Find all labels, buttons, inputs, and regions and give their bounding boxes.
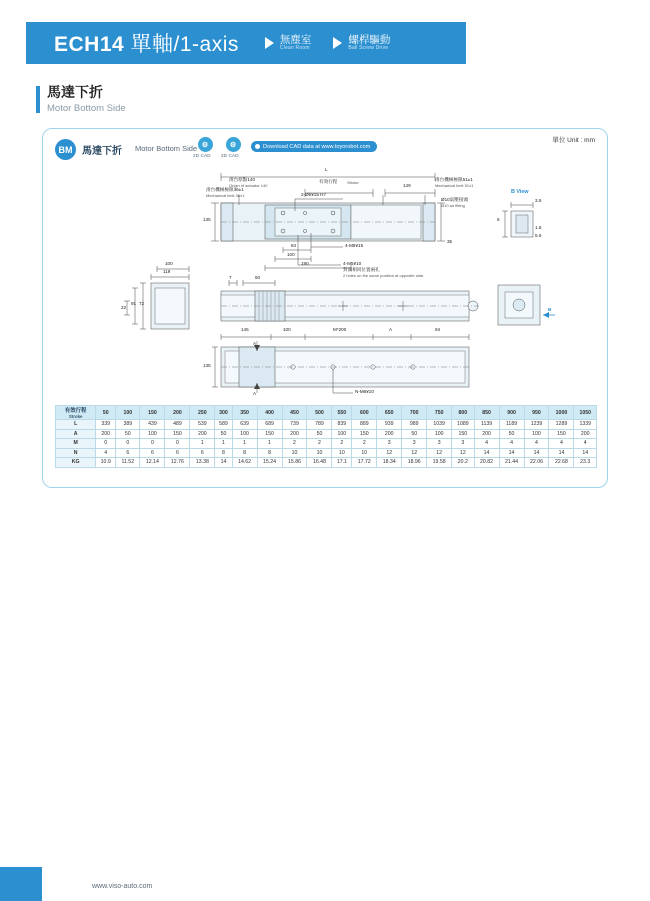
cell-A-19: 150	[549, 429, 574, 439]
section-title-en: Motor Bottom Side	[47, 103, 126, 114]
cell-M-15: 3	[452, 439, 474, 449]
b-view-dim-4: 5.5	[535, 233, 542, 238]
cell-KG-0: 10.9	[96, 458, 116, 468]
dim-94: 94	[435, 327, 441, 332]
label-mech-limit-right-cn: 滑台機械極限51±1	[435, 177, 473, 182]
stroke-col-9: 500	[307, 406, 332, 420]
stroke-col-13: 700	[402, 406, 427, 420]
card-title-en: Motor Bottom Side	[135, 144, 198, 153]
table-row-N	[56, 448, 597, 458]
cell-L-6: 639	[232, 420, 257, 430]
stroke-col-7: 400	[257, 406, 282, 420]
model-name: ECH14	[54, 33, 125, 56]
cell-M-18: 4	[524, 439, 549, 449]
footer-url[interactable]: www.viso-auto.com	[92, 883, 153, 890]
axis-label-cn: 單軸	[130, 33, 174, 56]
feature-ball-screw	[333, 35, 390, 51]
dim-A: A	[389, 327, 393, 332]
cell-A-3: 150	[165, 429, 190, 439]
cell-M-0: 0	[96, 439, 116, 449]
cell-KG-9: 16.48	[307, 458, 332, 468]
stroke-col-2: 150	[140, 406, 165, 420]
cell-L-3: 489	[165, 420, 190, 430]
row-label-N: N	[56, 448, 96, 458]
download-cad-label: Download CAD data at www.toyorobot.com	[263, 143, 371, 150]
cad-3d-glyph: ⚙	[226, 137, 241, 152]
cell-A-10: 100	[332, 429, 352, 439]
row-label-KG: KG	[56, 458, 96, 468]
cell-A-0: 200	[96, 429, 116, 439]
header-features	[265, 35, 391, 51]
stroke-col-3: 200	[165, 406, 190, 420]
dim-m200: M*200	[333, 327, 347, 332]
cell-N-1: 6	[116, 448, 140, 458]
b-view-dim-3: 1.8	[535, 225, 542, 230]
cell-KG-10: 17.1	[332, 458, 352, 468]
cell-A-6: 100	[232, 429, 257, 439]
cell-A-15: 150	[452, 429, 474, 439]
dim-100: 100	[287, 252, 295, 257]
cell-M-14: 3	[427, 439, 452, 449]
label-mech-limit-left-cn: 滑台機械極限36±1	[206, 187, 244, 192]
stroke-col-0: 50	[96, 406, 116, 420]
footer-accent-strip	[0, 857, 42, 867]
table-header-row	[56, 406, 597, 420]
cell-N-10: 10	[332, 448, 352, 458]
cell-L-4: 539	[190, 420, 215, 430]
cell-N-18: 14	[524, 448, 549, 458]
dim-91: 91	[131, 301, 137, 306]
triangle-icon	[265, 37, 274, 49]
section-a-bottom: A	[253, 391, 257, 396]
cell-KG-6: 14.62	[232, 458, 257, 468]
cell-N-3: 6	[165, 448, 190, 458]
hole-4m6: 4-M6¥15	[345, 243, 364, 248]
dim-145: 145	[241, 327, 249, 332]
cell-N-6: 8	[232, 448, 257, 458]
cell-KG-16: 20.82	[474, 458, 499, 468]
stroke-dimension-table	[55, 405, 597, 468]
cell-KG-7: 15.24	[257, 458, 282, 468]
cell-A-4: 200	[190, 429, 215, 439]
label-origin-cn: 滑台原點140	[229, 177, 256, 182]
dim-190: 190	[301, 261, 309, 266]
cell-M-4: 1	[190, 439, 215, 449]
stroke-col-8: 450	[282, 406, 307, 420]
download-cad-button[interactable]	[251, 141, 377, 152]
cell-L-11: 889	[352, 420, 377, 430]
stroke-col-11: 600	[352, 406, 377, 420]
cell-M-9: 2	[307, 439, 332, 449]
cell-L-5: 589	[215, 420, 232, 430]
cell-A-16: 200	[474, 429, 499, 439]
cell-L-10: 839	[332, 420, 352, 430]
section-title-cn: 馬達下折	[47, 84, 103, 100]
cell-A-5: 50	[215, 429, 232, 439]
cell-A-14: 100	[427, 429, 452, 439]
cell-L-19: 1289	[549, 420, 574, 430]
cell-A-8: 200	[282, 429, 307, 439]
cell-N-16: 14	[474, 448, 499, 458]
cell-KG-11: 17.72	[352, 458, 377, 468]
arrow-b-label: B	[548, 307, 552, 312]
cell-L-2: 439	[140, 420, 165, 430]
dim-72: 72	[139, 301, 145, 306]
cell-L-0: 339	[96, 420, 116, 430]
stroke-col-17: 900	[499, 406, 524, 420]
cell-A-7: 150	[257, 429, 282, 439]
cell-KG-15: 20.2	[452, 458, 474, 468]
label-stroke-cn: 有效行程	[319, 179, 338, 184]
spec-card	[42, 128, 608, 488]
table-header-stroke-en: Stroke	[68, 414, 83, 419]
hole-2d6: 2-Ø6¥15 H7	[301, 192, 327, 197]
cell-A-2: 100	[140, 429, 165, 439]
section-title	[47, 84, 126, 114]
page-title	[54, 28, 239, 58]
cell-A-17: 50	[499, 429, 524, 439]
cell-KG-8: 15.86	[282, 458, 307, 468]
table-row-M	[56, 439, 597, 449]
b-view-dim-2: 6	[497, 217, 500, 222]
cell-M-17: 4	[499, 439, 524, 449]
cell-N-20: 14	[574, 448, 597, 458]
cell-A-20: 200	[574, 429, 597, 439]
cell-N-12: 12	[377, 448, 402, 458]
cell-KG-19: 22.68	[549, 458, 574, 468]
feature-clean-room-en: Clean Room	[279, 44, 310, 51]
stroke-col-6: 350	[232, 406, 257, 420]
download-icon	[255, 144, 260, 149]
cad-3d-label: 3D CAD	[221, 153, 239, 158]
cell-N-19: 14	[549, 448, 574, 458]
cell-M-10: 2	[332, 439, 352, 449]
stroke-col-18: 950	[524, 406, 549, 420]
cell-N-15: 12	[452, 448, 474, 458]
cell-M-8: 2	[282, 439, 307, 449]
cell-A-1: 50	[116, 429, 140, 439]
dim-135-top: 135	[203, 217, 211, 222]
cell-L-18: 1239	[524, 420, 549, 430]
cell-M-3: 0	[165, 439, 190, 449]
cell-N-13: 12	[402, 448, 427, 458]
dim-L: L	[325, 167, 328, 172]
cell-N-2: 6	[140, 448, 165, 458]
row-label-M: M	[56, 439, 96, 449]
cell-A-11: 150	[352, 429, 377, 439]
spec-table	[55, 405, 597, 468]
stroke-col-5: 300	[215, 406, 232, 420]
stroke-col-15: 800	[452, 406, 474, 420]
cell-KG-13: 18.96	[402, 458, 427, 468]
row-label-A: A	[56, 429, 96, 439]
label-mech-limit-left-en: Mechanical limit 36±1	[206, 193, 245, 198]
cell-L-7: 689	[257, 420, 282, 430]
cell-M-19: 4	[549, 439, 574, 449]
dim-100-bot: 100	[283, 327, 291, 332]
cad-2d-label: 2D CAD	[193, 153, 211, 158]
cell-L-16: 1139	[474, 420, 499, 430]
triangle-icon	[333, 37, 342, 49]
table-header-stroke	[56, 406, 96, 420]
stroke-col-20: 1050	[574, 406, 597, 420]
stroke-col-1: 100	[116, 406, 140, 420]
label-mech-limit-right-en: Mechanical limit 51±1	[435, 183, 474, 188]
cell-N-9: 10	[307, 448, 332, 458]
feature-clean-room-cn: 無塵室	[279, 33, 312, 46]
technical-drawing	[43, 155, 609, 405]
cell-L-1: 389	[116, 420, 140, 430]
cell-L-12: 939	[377, 420, 402, 430]
cell-L-15: 1089	[452, 420, 474, 430]
table-row-L	[56, 420, 597, 430]
cell-KG-12: 18.34	[377, 458, 402, 468]
stroke-col-10: 550	[332, 406, 352, 420]
cell-KG-18: 22.06	[524, 458, 549, 468]
table-row-KG	[56, 458, 597, 468]
stroke-col-12: 650	[377, 406, 402, 420]
section-accent-bar	[36, 86, 40, 113]
b-view-title: B View	[511, 189, 529, 195]
cell-KG-17: 21.44	[499, 458, 524, 468]
label-air-fitting-cn: Ø10氣壓接頭	[441, 197, 469, 202]
cell-L-14: 1039	[427, 420, 452, 430]
label-stroke-en: Stroke	[347, 180, 359, 185]
dim-35: 35	[447, 239, 453, 244]
row-label-L: L	[56, 420, 96, 430]
holes-note-cn: 對面相同位置兩孔	[343, 267, 380, 272]
cell-L-8: 739	[282, 420, 307, 430]
dim-149: 149	[403, 183, 411, 188]
feature-clean-room	[265, 35, 312, 51]
stroke-col-16: 850	[474, 406, 499, 420]
hole-nm6: N-M6¥10	[355, 389, 374, 394]
cell-L-13: 989	[402, 420, 427, 430]
cell-KG-2: 12.14	[140, 458, 165, 468]
cell-N-17: 14	[499, 448, 524, 458]
cell-L-9: 789	[307, 420, 332, 430]
cell-N-7: 8	[257, 448, 282, 458]
cell-N-4: 6	[190, 448, 215, 458]
cell-KG-3: 12.76	[165, 458, 190, 468]
dim-50: 50	[255, 275, 261, 280]
cell-M-20: 4	[574, 439, 597, 449]
cell-M-13: 3	[402, 439, 427, 449]
dim-135-bot: 135	[203, 363, 211, 368]
cell-L-17: 1189	[499, 420, 524, 430]
cell-N-5: 8	[215, 448, 232, 458]
cell-N-8: 10	[282, 448, 307, 458]
table-row-A	[56, 429, 597, 439]
dim-7: 7	[229, 275, 232, 280]
cell-M-12: 3	[377, 439, 402, 449]
label-air-fitting-en: Ø10 air fitting	[441, 203, 465, 208]
dim-100-left: 100	[165, 261, 173, 266]
feature-ball-screw-cn: 螺桿驅動	[348, 33, 391, 46]
table-header-stroke-cn: 有效行程	[64, 408, 87, 414]
cell-M-16: 4	[474, 439, 499, 449]
cell-N-14: 12	[427, 448, 452, 458]
cell-KG-5: 14	[215, 458, 232, 468]
cell-A-12: 200	[377, 429, 402, 439]
dim-84: 84	[291, 243, 297, 248]
cell-A-13: 50	[402, 429, 427, 439]
stroke-col-19: 1000	[549, 406, 574, 420]
cell-KG-4: 13.38	[190, 458, 215, 468]
dim-22: 22	[121, 305, 127, 310]
cell-N-11: 10	[352, 448, 377, 458]
stroke-col-14: 750	[427, 406, 452, 420]
label-origin-en: Origin of actuator 140	[229, 183, 268, 188]
cell-M-7: 1	[257, 439, 282, 449]
cell-KG-20: 23.3	[574, 458, 597, 468]
cell-L-20: 1339	[574, 420, 597, 430]
dim-119: 119	[163, 269, 171, 274]
badge-bm: BM	[55, 139, 76, 160]
holes-note-en: 2 holes on the same position at opposite side.	[343, 273, 425, 278]
cell-M-6: 1	[232, 439, 257, 449]
cell-M-5: 1	[215, 439, 232, 449]
b-view-dim-1: 3.5	[535, 198, 542, 203]
stroke-col-4: 250	[190, 406, 215, 420]
cell-A-18: 100	[524, 429, 549, 439]
axis-label-en: /1-axis	[173, 33, 239, 56]
card-title-cn: 馬達下折	[82, 146, 122, 157]
cad-2d-glyph: ⚙	[198, 137, 213, 152]
unit-note: 單位 Unit : mm	[552, 137, 595, 144]
cell-N-0: 4	[96, 448, 116, 458]
cell-KG-14: 19.58	[427, 458, 452, 468]
cell-A-9: 50	[307, 429, 332, 439]
section-a-top: A	[253, 341, 257, 346]
cell-KG-1: 11.52	[116, 458, 140, 468]
hole-4m5: 4-M5¥10	[343, 261, 362, 266]
feature-ball-screw-en: Ball Screw Drive	[348, 44, 389, 51]
cell-M-1: 0	[116, 439, 140, 449]
page-header	[26, 22, 466, 64]
cell-M-2: 0	[140, 439, 165, 449]
cell-M-11: 2	[352, 439, 377, 449]
